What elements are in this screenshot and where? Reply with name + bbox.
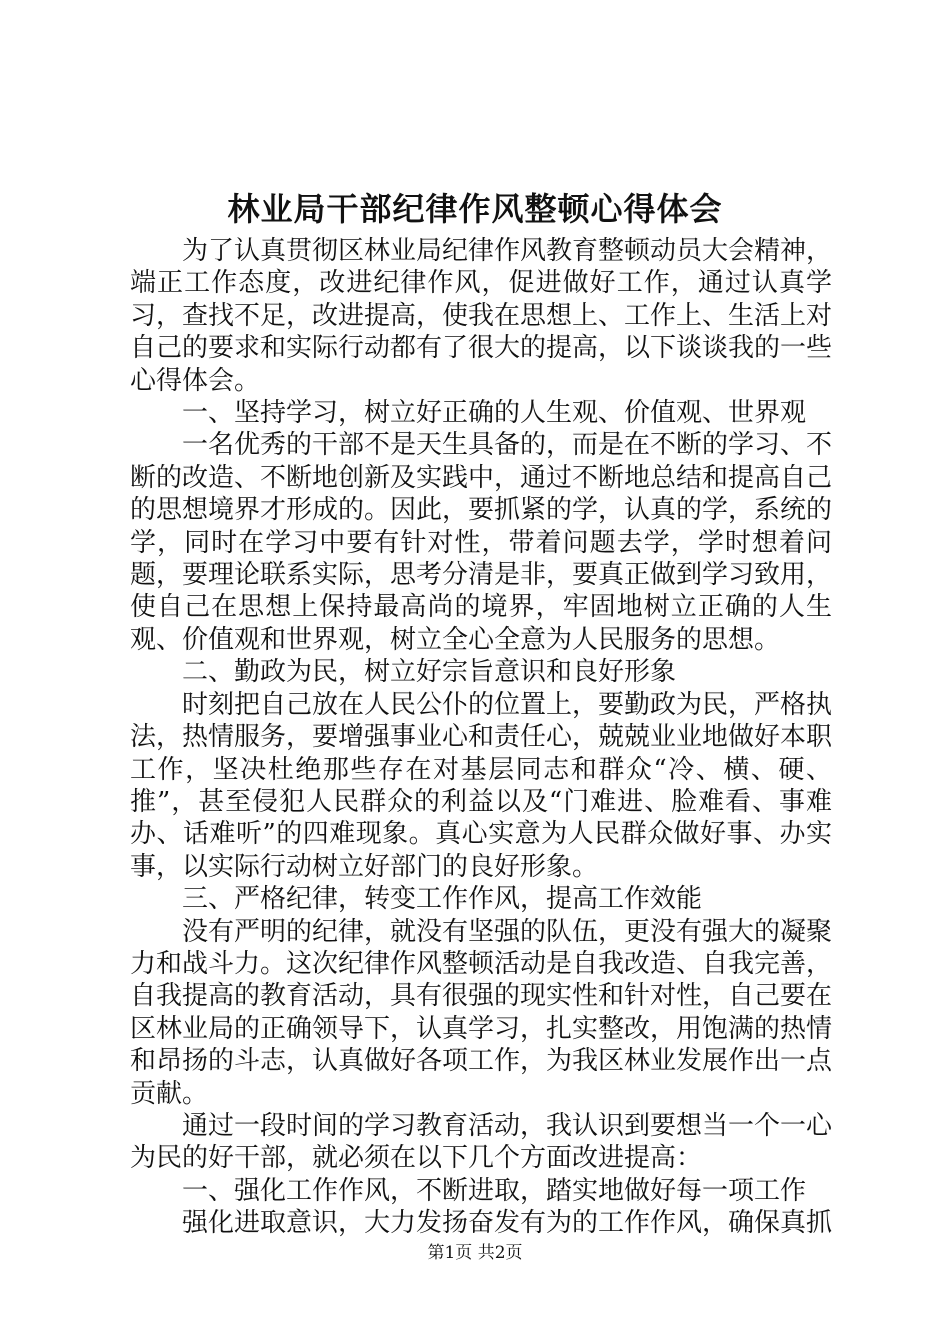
paragraph-intro: 为了认真贯彻区林业局纪律作风教育整顿动员大会精神，端正工作态度，改进纪律作风，促进做好工作，通过认真学习，查找不足，改进提高，使我在思想上、工作上、生活上对自己的要求和实际行动都有了很大的提高，以下谈谈我的一些心得体会。 [130, 236, 833, 396]
paragraph-2: 时刻把自己放在人民公仆的位置上，要勤政为民，严格执法，热情服务，要增强事业心和责任心，兢兢业业地做好本职工作，坚决杜绝那些存在对基层同志和群众“冷、横、硬、推”，甚至侵犯人民群众的利益以及“门难进、脸难看、事难办、话难听”的四难现象。真心实意为人民群众做好事、办实事，以实际行动树立好部门的良好形象。 [130, 689, 833, 882]
document-title: 林业局干部纪律作风整顿心得体会 [227, 190, 723, 228]
paragraph-4: 强化进取意识，大力发扬奋发有为的工作作风，确保真抓 [182, 1208, 833, 1239]
document-body [130, 235, 832, 1240]
section-heading-1: 一、坚持学习，树立好正确的人生观、价值观、世界观 [182, 398, 807, 429]
paragraph-1: 一名优秀的干部不是天生具备的，而是在不断的学习、不断的改造、不断地创新及实践中，通过不断地总结和提高自己的思想境界才形成的。因此，要抓紧的学，认真的学，系统的学，同时在学习中要有针对性，带着问题去学，学时想着问题，要理论联系实际，思考分清是非，要真正做到学习致用，使自己在思想上保持最高尚的境界，牢固地树立正确的人生观、价值观和世界观，树立全心全意为人民服务的思想。 [130, 430, 833, 655]
paragraph-transition: 通过一段时间的学习教育活动，我认识到要想当一个一心为民的好干部，就必须在以下几个方面改进提高： [130, 1110, 833, 1174]
page-footer: 第1页 共2页 [427, 1243, 523, 1263]
section-heading-3: 三、严格纪律，转变工作作风，提高工作效能 [182, 884, 703, 915]
section-heading-2: 二、勤政为民，树立好宗旨意识和良好形象 [182, 657, 677, 688]
paragraph-3: 没有严明的纪律，就没有坚强的队伍，更没有强大的凝聚力和战斗力。这次纪律作风整顿活动是自我改造、自我完善，自我提高的教育活动，具有很强的现实性和针对性，自己要在区林业局的正确领导下，认真学习，扎实整改，用饱满的热情和昂扬的斗志，认真做好各项工作，为我区林业发展作出一点贡献。 [130, 916, 833, 1109]
section-heading-4: 一、强化工作作风，不断进取，踏实地做好每一项工作 [182, 1175, 807, 1206]
